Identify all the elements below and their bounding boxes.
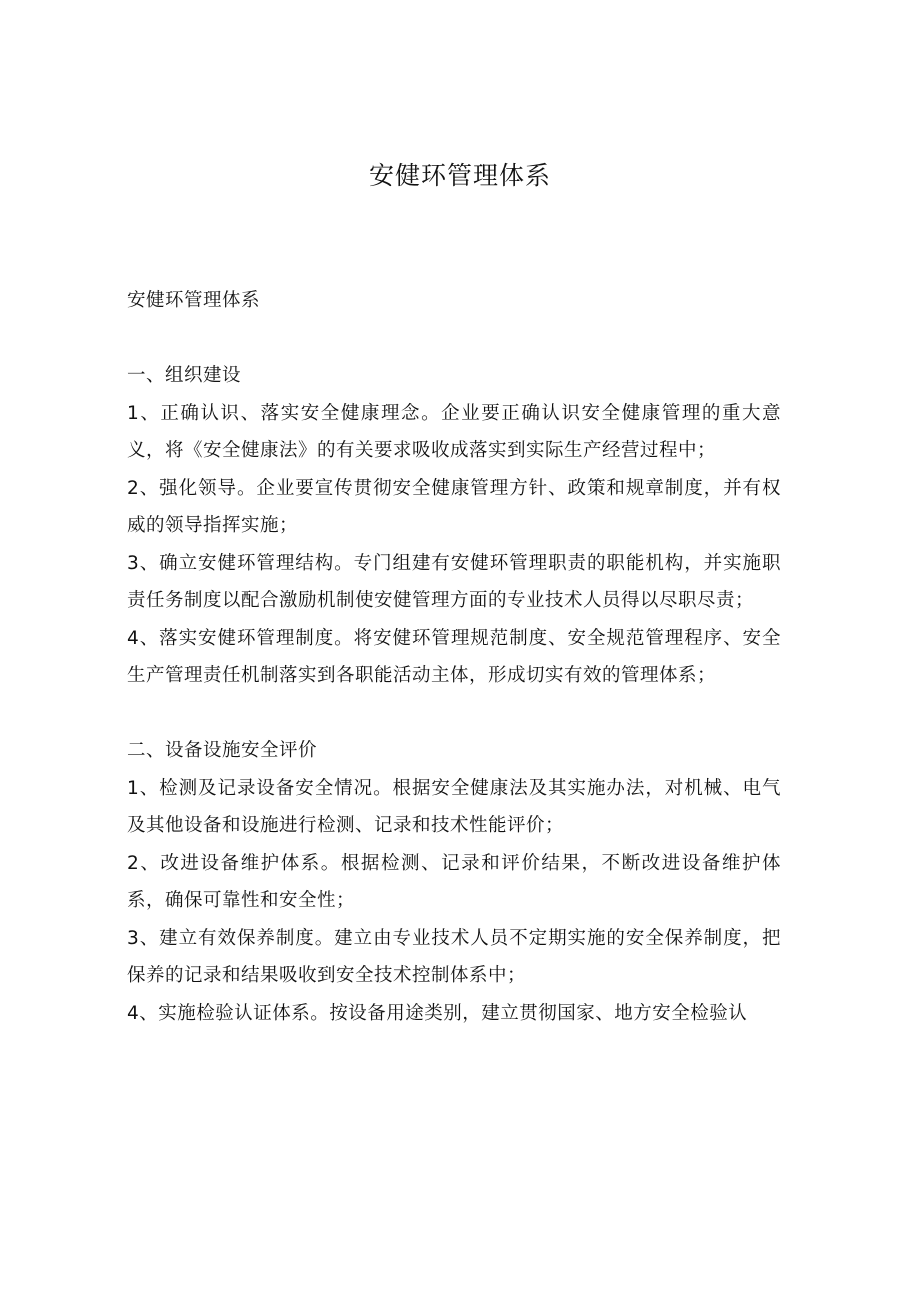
section-heading: 二、设备设施安全评价	[127, 740, 318, 761]
list-item: 2、强化领导。企业要宣传贯彻安全健康管理方针、政策和规章制度，并有权威的领导指挥实施；	[127, 477, 781, 536]
list-item: 2、改进设备维护体系。根据检测、记录和评价结果，不断改进设备维护体系，确保可靠性和安全性；	[127, 852, 781, 911]
list-item: 1、检测及记录设备安全情况。根据安全健康法及其实施办法，对机械、电气及其他设备和设施进行检测、记录和技术性能评价；	[127, 777, 781, 836]
section-organization	[127, 357, 781, 695]
document-title: 安健环管理体系	[368, 161, 551, 190]
section-equipment-safety	[127, 732, 781, 1032]
document-body	[127, 282, 781, 1032]
list-item: 3、建立有效保养制度。建立由专业技术人员不定期实施的安全保养制度，把保养的记录和结果吸收到安全技术控制体系中；	[127, 927, 781, 986]
section-heading: 一、组织建设	[127, 365, 242, 386]
list-item: 4、落实安健环管理制度。将安健环管理规范制度、安全规范管理程序、安全生产管理责任机制落实到各职能活动主体，形成切实有效的管理体系；	[127, 627, 781, 686]
list-item: 4、实施检验认证体系。按设备用途类别，建立贯彻国家、地方安全检验认	[127, 1002, 748, 1024]
list-item: 1、正确认识、落实安全健康理念。企业要正确认识安全健康管理的重大意义，将《安全健康法》的有关要求吸收成落实到实际生产经营过程中；	[127, 402, 781, 461]
document-subtitle: 安健环管理体系	[127, 290, 261, 311]
list-item: 3、确立安健环管理结构。专门组建有安健环管理职责的职能机构，并实施职责任务制度以配合激励机制使安健管理方面的专业技术人员得以尽职尽责；	[127, 552, 781, 611]
